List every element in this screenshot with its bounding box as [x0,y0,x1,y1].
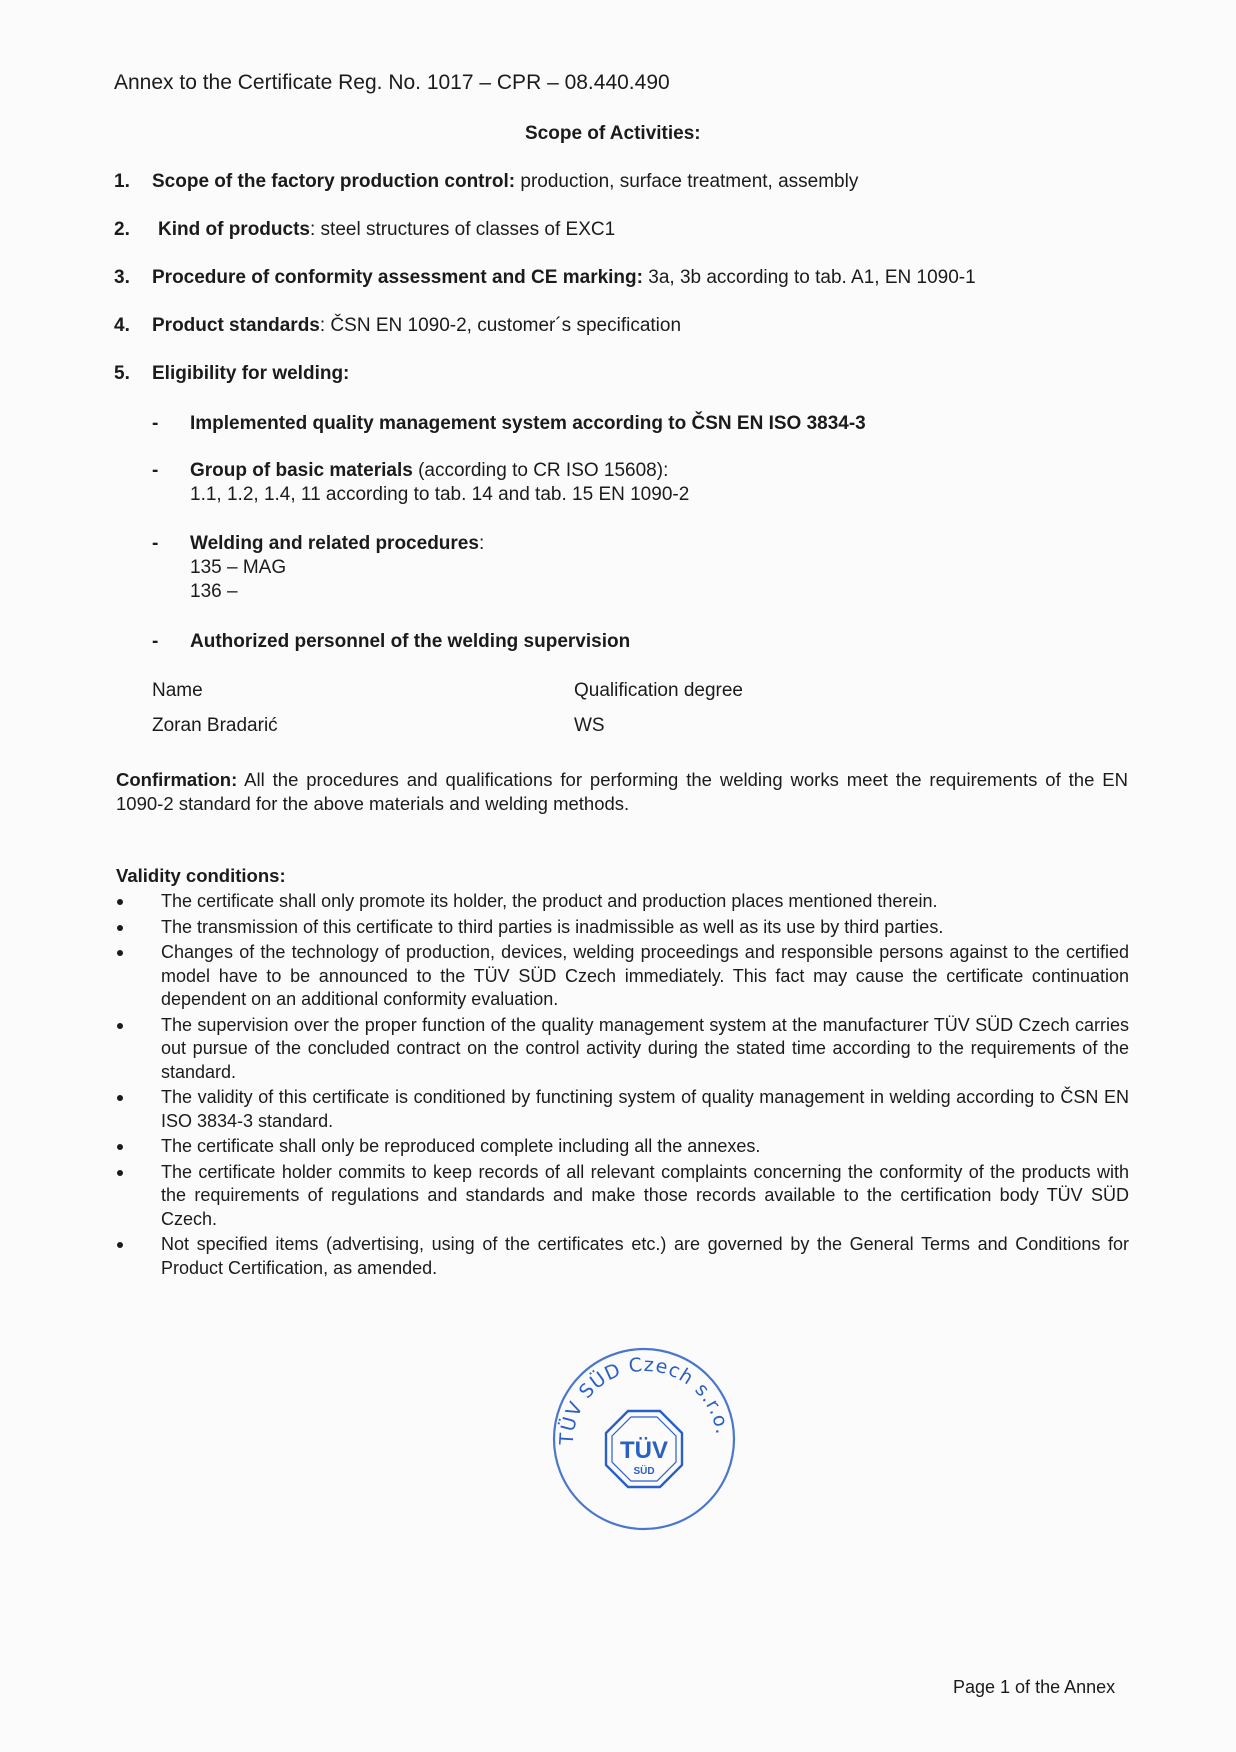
item-text: production, surface treatment, assembly [515,171,859,192]
table-header-degree: Qualification degree [574,680,743,701]
tuv-sud-stamp [548,1343,740,1535]
item-label: Scope of the factory production control: [152,171,516,192]
procedure-135: 135 – MAG [190,557,287,578]
stamp-logo-top: TÜV [620,1437,668,1464]
item-label: Product standards [152,315,320,336]
list-item: The transmission of this certificate to third parties is inadmissible as well as its use by third parties. [117,916,1129,940]
item-text: : steel structures of classes of EXC1 [309,219,616,240]
bullet-icon [117,1242,123,1248]
group-text: (according to CR ISO 15608): [412,460,669,481]
welding-text: : [478,533,485,554]
confirmation-paragraph [116,768,1128,815]
list-item: The validity of this certificate is conditioned by functining system of quality management in welding according to ČSN EN ISO 3834-3 standard. [117,1086,1129,1133]
table-header-name: Name [152,680,203,701]
list-item: The certificate shall only promote its holder, the product and production places mentioned therein. [117,890,1129,914]
bullet-icon [117,899,123,905]
item-3 [114,267,976,289]
item-number: 4. [114,315,130,336]
scope-title: Scope of Activities: [525,123,701,144]
confirmation-text: All the procedures and qualifications for performing the welding works meet the requirements of the EN 1090-2 standard for the above materials and welding methods. [116,769,1128,814]
stamp-ring-text: TÜV SÜD Czech s.r.o. [555,1353,734,1446]
item-number: 5. [114,363,130,384]
table-cell-degree: WS [574,715,605,736]
personnel-label: Authorized personnel of the welding supervision [190,631,631,652]
bullet-icon [117,1023,123,1029]
sub-group-materials [152,460,668,482]
page-footer: Page 1 of the Annex [953,1677,1116,1697]
dash-marker: - [152,631,159,652]
dash-marker: - [152,413,159,434]
item-number: 2. [114,219,130,240]
bullet-icon [117,1144,123,1150]
qms-text: Implemented quality management system according to ČSN EN ISO 3834-3 [190,413,866,434]
bullet-icon [117,1095,123,1101]
list-item: Changes of the technology of production, devices, welding proceedings and responsible persons against to the certified model have to be announced to the TÜV SÜD Czech immediately. This fact may cause the certificate continuation dependent on an additional conformity evaluation. [117,941,1129,1012]
table-cell-name: Zoran Bradarić [152,715,278,736]
item-1 [114,171,858,193]
bullet-icon [117,950,123,956]
procedure-136: 136 – [190,581,238,602]
item-label: Procedure of conformity assessment and CE marking: [152,267,643,288]
list-item: The certificate shall only be reproduced complete including all the annexes. [117,1135,1129,1159]
item-5 [114,363,349,385]
sub-qms [152,413,866,435]
validity-title: Validity conditions: [116,865,286,886]
list-item: Not specified items (advertising, using of the certificates etc.) are governed by the General Terms and Conditions for Product Certification, as amended. [117,1233,1129,1280]
validity-list [117,890,1129,1282]
dash-marker: - [152,533,159,554]
item-label: Kind of products [158,219,310,240]
stamp-logo-bottom: SÜD [633,1466,655,1477]
bullet-icon [117,925,123,931]
dash-marker: - [152,460,159,481]
list-item: The supervision over the proper function of the quality management system at the manufacturer TÜV SÜD Czech carries out pursue of the concluded contract on the control activity during the stated time according to the requirements of the standard. [117,1014,1129,1085]
item-number: 3. [114,267,130,288]
list-item: The certificate holder commits to keep records of all relevant complaints concerning the conformity of the products with the requirements of regulations and standards and make those records available to the certification body TÜV SÜD Czech. [117,1161,1129,1232]
item-4 [114,315,681,337]
confirmation-label: Confirmation: [116,769,238,790]
header-reg-no: Annex to the Certificate Reg. No. 1017 – CPR – 08.440.490 [114,71,670,94]
sub-personnel [152,631,630,653]
item-number: 1. [114,171,130,192]
welding-label: Welding and related procedures [190,533,479,554]
item-2 [114,219,615,241]
group-materials-line2: 1.1, 1.2, 1.4, 11 according to tab. 14 and tab. 15 EN 1090-2 [190,484,690,505]
group-label: Group of basic materials [190,460,413,481]
item-text: : ČSN EN 1090-2, customer´s specification [319,315,682,336]
sub-welding [152,533,484,555]
bullet-icon [117,1170,123,1176]
item-text: 3a, 3b according to tab. A1, EN 1090-1 [642,267,976,288]
item-label: Eligibility for welding: [152,363,350,384]
